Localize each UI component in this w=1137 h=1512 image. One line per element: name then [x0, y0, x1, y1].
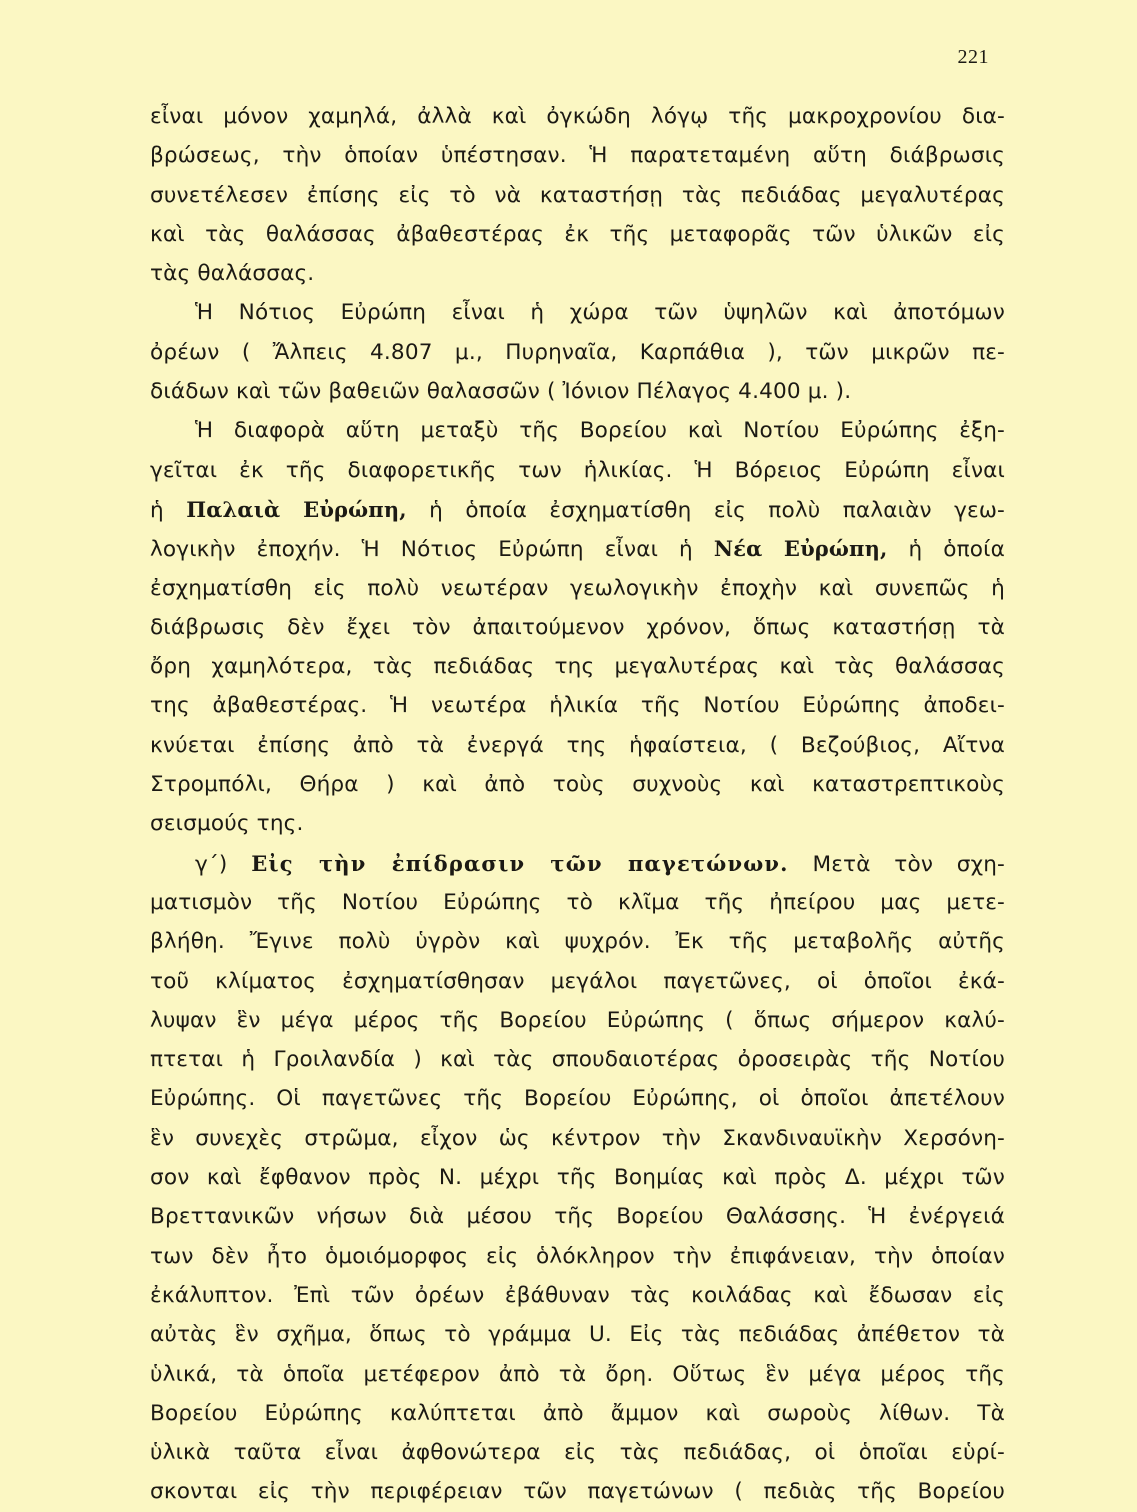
text-line: αὐτὰς ἓν σχῆμα, ὅπως τὸ γράμμα U. Εἰς τὰς πεδιάδας ἀπέθετον τὰ — [150, 1322, 1005, 1348]
text-line: ἓν συνεχὲς στρῶμα, εἶχον ὡς κέντρον τὴν Σκανδιναυϊκὴν Χερσόνη- — [150, 1125, 1005, 1151]
text-line: λυψαν ἓν μέγα μέρος τῆς Βορείου Εὐρώπης ( ὅπως σήμερον καλύ- — [150, 1007, 1005, 1033]
section-heading-line — [150, 844, 1005, 883]
emphasis-new-europe: Νέα Εὐρώπη, — [713, 536, 888, 562]
section-marker: γ΄) — [195, 851, 228, 877]
text-line: ὄρη χαμηλότερα, τὰς πεδιάδας της μεγαλυτέρας καὶ τὰς θαλάσσας — [150, 654, 1005, 680]
text-line: σκονται εἰς τὴν περιφέρειαν τῶν παγετώνων ( πεδιὰς τῆς Βορείου — [150, 1479, 1005, 1505]
text-line: τοῦ κλίματος ἐσχηματίσθησαν μεγάλοι παγετῶνες, οἱ ὁποῖοι ἐκά- — [150, 968, 1005, 994]
text-line: της ἀβαθεστέρας. Ἡ νεωτέρα ἡλικία τῆς Νοτίου Εὐρώπης ἀποδει- — [150, 693, 1005, 719]
text-line: ἐσχηματίσθη εἰς πολὺ νεωτέραν γεωλογικὴν ἐποχὴν καὶ συνεπῶς ἡ — [150, 575, 1005, 601]
text-line: ματισμὸν τῆς Νοτίου Εὐρώπης τὸ κλῖμα τῆς ἠπείρου μας μετε- — [150, 889, 1005, 915]
text-line: Εὐρώπης. Οἱ παγετῶνες τῆς Βορείου Εὐρώπης, οἱ ὁποῖοι ἀπετέλουν — [150, 1086, 1005, 1112]
text-line: εἶναι μόνον χαμηλά, ἀλλὰ καὶ ὀγκώδη λόγῳ τῆς μακροχρονίου δια- — [150, 104, 1005, 129]
text-segment: ἡ — [150, 497, 164, 523]
section-heading: Εἰς τὴν ἐπίδρασιν τῶν παγετώνων. — [251, 850, 789, 876]
text-segment: ἡ ὁποία — [908, 537, 1006, 563]
text-line: σεισμούς της. — [150, 811, 304, 837]
emphasis-old-europe: Παλαιὰ Εὐρώπη, — [186, 496, 407, 522]
body-text — [150, 97, 1005, 1512]
text-segment: Μετὰ τὸν σχη- — [812, 851, 1005, 877]
text-line: σον καὶ ἔφθανον πρὸς Ν. μέχρι τῆς Βοημίας καὶ πρὸς Δ. μέχρι τῶν — [150, 1165, 1005, 1191]
text-segment: λογικὴν ἐποχήν. Ἡ Νότιος Εὐρώπη εἶναι ἡ — [150, 537, 693, 563]
text-line: διάβρωσις δὲν ἔχει τὸν ἀπαιτούμενον χρόνον, ὅπως καταστήσῃ τὰ — [150, 614, 1005, 640]
text-line: καὶ τὰς θαλάσσας ἀβαθεστέρας ἐκ τῆς μεταφορᾶς τῶν ὑλικῶν εἰς — [150, 221, 1005, 247]
text-line: διάδων καὶ τῶν βαθειῶν θαλασσῶν ( Ἰόνιον Πέλαγος 4.400 μ. ). — [150, 379, 852, 405]
text-line: συνετέλεσεν ἐπίσης εἰς τὸ νὰ καταστήσῃ τὰς πεδιάδας μεγαλυτέρας — [150, 182, 1005, 208]
page-number: 221 — [957, 46, 989, 68]
paragraph-start-line: Ἡ διαφορὰ αὕτη μεταξὺ τῆς Βορείου καὶ Νοτίου Εὐρώπης ἐξη- — [195, 418, 1005, 444]
text-line: Βορείου Εὐρώπης καλύπτεται ἀπὸ ἄμμον καὶ σωροὺς λίθων. Τὰ — [150, 1400, 1005, 1426]
text-line: πτεται ἡ Γροιλανδία ) καὶ τὰς σπουδαιοτέρας ὀροσειρὰς τῆς Νοτίου — [150, 1047, 1005, 1073]
text-line-with-emphasis — [150, 490, 1005, 529]
text-line: γεῖται ἐκ τῆς διαφορετικῆς των ἡλικίας. Ἡ Βόρειος Εὐρώπη εἶναι — [150, 457, 1005, 483]
text-line-with-emphasis — [150, 529, 1005, 568]
paragraph-start-line: Ἡ Νότιος Εὐρώπη εἶναι ἡ χώρα τῶν ὑψηλῶν καὶ ἀποτόμων — [195, 300, 1005, 326]
text-line: Στρομπόλι, Θήρα ) καὶ ἀπὸ τοὺς συχνοὺς καὶ καταστρεπτικοὺς — [150, 772, 1005, 798]
text-line: τὰς θαλάσσας. — [150, 261, 315, 287]
text-line: ὑλικὰ ταῦτα εἶναι ἀφθονώτερα εἰς τὰς πεδιάδας, οἱ ὁποῖαι εὑρί- — [150, 1440, 1005, 1466]
text-line: βρώσεως, τὴν ὁποίαν ὑπέστησαν. Ἡ παρατεταμένη αὕτη διάβρωσις — [150, 143, 1005, 169]
text-line: ὑλικά, τὰ ὁποῖα μετέφερον ἀπὸ τὰ ὄρη. Οὕτως ἓν μέγα μέρος τῆς — [150, 1361, 1005, 1387]
text-line: των δὲν ἦτο ὁμοιόμορφος εἰς ὁλόκληρον τὴν ἐπιφάνειαν, τὴν ὁποίαν — [150, 1243, 1005, 1269]
text-line: ὀρέων ( Ἄλπεις 4.807 μ., Πυρηναῖα, Καρπάθια ), τῶν μικρῶν πε- — [150, 339, 1005, 365]
text-line: Βρεττανικῶν νήσων διὰ μέσου τῆς Βορείου Θαλάσσης. Ἡ ἐνέργειά — [150, 1204, 1005, 1230]
text-line: βλήθη. Ἔγινε πολὺ ὑγρὸν καὶ ψυχρόν. Ἐκ τῆς μεταβολῆς αὐτῆς — [150, 929, 1005, 955]
text-line: ἐκάλυπτον. Ἐπὶ τῶν ὀρέων ἐβάθυναν τὰς κοιλάδας καὶ ἔδωσαν εἰς — [150, 1282, 1005, 1308]
text-line: κνύεται ἐπίσης ἀπὸ τὰ ἐνεργά της ἡφαίστεια, ( Βεζούβιος, Αἴτνα — [150, 732, 1005, 758]
text-segment: ἡ ὁποία ἐσχηματίσθη εἰς πολὺ παλαιὰν γεω- — [429, 497, 1005, 523]
